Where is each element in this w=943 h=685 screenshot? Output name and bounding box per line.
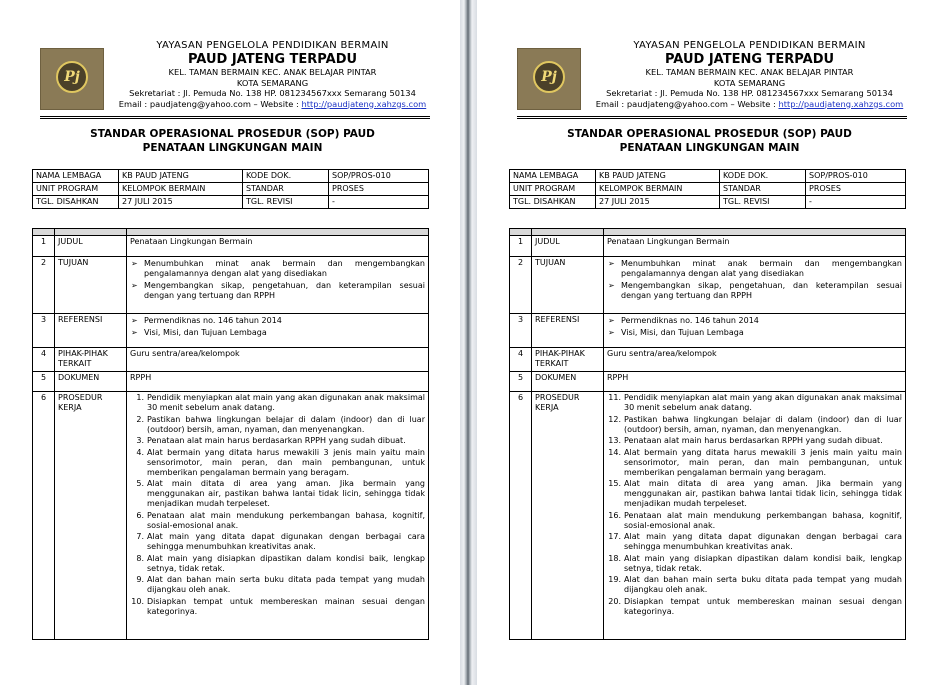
step-text: Alat bermain yang ditata harus mewakili 3 jenis main yaitu main sensorimotor, main peran, dan main pembangunan, untuk memberikan pengalaman bermain yang beragam. <box>624 447 902 477</box>
table-row <box>33 392 429 640</box>
procedure-list <box>607 393 902 617</box>
address: Sekretariat : Jl. Pemuda No. 138 HP. 081234567xxx Semarang 50134 <box>606 88 893 98</box>
row-number: 5 <box>33 372 55 392</box>
step-text: Alat bermain yang ditata harus mewakili 3 jenis main yaitu main sensorimotor, main peran, dan main pembangunan, untuk memberikan pengalaman bermain yang beragam. <box>147 447 425 477</box>
step-number: 9. <box>136 575 144 584</box>
contact-line <box>115 99 430 109</box>
step-text: Penataan alat main harus berdasarkan RPPH yang sudah dibuat. <box>624 436 883 445</box>
procedure-list <box>130 393 425 617</box>
row-number: 4 <box>510 348 532 372</box>
table-cell: KELOMPOK BERMAIN <box>119 183 243 196</box>
page-gutter <box>460 0 477 685</box>
document-title <box>512 128 907 155</box>
header-rule <box>40 116 430 117</box>
row-label: REFERENSI <box>532 314 604 348</box>
table-row <box>510 170 906 183</box>
table-row <box>510 392 906 640</box>
row-number: 6 <box>510 392 532 640</box>
row-value <box>604 392 906 640</box>
website-link[interactable]: http://paudjateng.xahzgs.com <box>301 98 427 109</box>
school-title: PAUD JATENG TERPADU <box>664 52 835 67</box>
row-label: DOKUMEN <box>532 372 604 392</box>
row-value: Penataan Lingkungan Bermain <box>127 236 429 257</box>
step-text: Alat dan bahan main serta buku ditata pada tempat yang mudah dijangkau oleh anak. <box>147 575 425 594</box>
list-item <box>130 436 425 446</box>
list-item <box>130 448 425 478</box>
list-item: ➢ Menumbuhkan minat anak bermain dan mengembangkan pengalamannya dengan alat yang disediakan <box>130 259 425 279</box>
table-row <box>33 372 429 392</box>
table-row <box>33 236 429 257</box>
step-text: Pendidik menyiapkan alat main yang akan digunakan anak maksimal 30 menit sebelum anak datang. <box>624 393 902 412</box>
step-text: Alat dan bahan main serta buku ditata pada tempat yang mudah dijangkau oleh anak. <box>624 575 902 594</box>
row-label: TUJUAN <box>532 257 604 314</box>
sop-table <box>509 228 906 640</box>
row-label: REFERENSI <box>55 314 127 348</box>
list-item: ➢ Mengembangkan sikap, pengetahuan, dan keterampilan sesuai dengan yang tertuang dan RPPH <box>607 281 902 301</box>
table-row <box>510 348 906 372</box>
list-item: ➢ Visi, Misi, dan Tujuan Lembaga <box>607 328 902 338</box>
row-label: PIHAK-PIHAK TERKAIT <box>55 348 127 372</box>
table-cell: 27 JULI 2015 <box>596 196 720 209</box>
step-text: Alat main yang disiapkan dipastikan dalam kondisi baik, lengkap setnya, tidak retak. <box>147 553 425 573</box>
subtitle: KEL. TAMAN BERMAIN KEC. ANAK BELAJAR PINTAR <box>645 67 854 77</box>
letterhead-text <box>115 40 430 109</box>
meta-table <box>509 169 906 209</box>
school-title: PAUD JATENG TERPADU <box>187 52 358 67</box>
list-item <box>607 436 902 446</box>
logo <box>517 48 581 110</box>
step-number: 10. <box>131 596 144 606</box>
title-line-1: STANDAR OPERASIONAL PROSEDUR (SOP) PAUD <box>90 128 375 140</box>
table-cell: SOP/PROS-010 <box>329 170 429 183</box>
step-number: 4. <box>136 447 144 457</box>
step-number: 13. <box>608 436 621 445</box>
row-label: JUDUL <box>55 236 127 257</box>
step-number: 1. <box>136 393 144 402</box>
title-line-2: PENATAAN LINGKUNGAN MAIN <box>142 141 323 154</box>
table-cell: TGL. DISAHKAN <box>510 196 596 209</box>
table-cell: UNIT PROGRAM <box>510 183 596 196</box>
header-rule-2 <box>40 118 430 119</box>
row-value: Penataan Lingkungan Bermain <box>604 236 906 257</box>
list-item <box>607 415 902 435</box>
list-item <box>607 575 902 595</box>
table-cell: PROSES <box>329 183 429 196</box>
document-title <box>35 128 430 155</box>
tujuan-list <box>607 259 902 301</box>
list-item <box>607 479 902 509</box>
list-item <box>130 554 425 574</box>
org-name: YAYASAN PENGELOLA PENDIDIKAN BERMAIN <box>633 40 866 51</box>
list-item <box>607 393 902 413</box>
table-row <box>510 183 906 196</box>
row-label: PIHAK-PIHAK TERKAIT <box>532 348 604 372</box>
logo-emblem: Pj <box>56 61 88 93</box>
org-name: YAYASAN PENGELOLA PENDIDIKAN BERMAIN <box>156 40 389 51</box>
email-text: Email : paudjateng@yahoo.com – Website : <box>595 98 779 109</box>
row-number: 2 <box>510 257 532 314</box>
table-cell: TGL. REVISI <box>720 196 806 209</box>
shaded-row <box>33 229 429 236</box>
referensi-list <box>607 316 902 338</box>
table-cell: KODE DOK. <box>243 170 329 183</box>
list-item <box>130 575 425 595</box>
step-number: 19. <box>608 575 621 584</box>
row-number: 1 <box>33 236 55 257</box>
table-cell: - <box>329 196 429 209</box>
sop-table <box>32 228 429 640</box>
header-rule-2 <box>517 118 907 119</box>
table-cell: TGL. REVISI <box>243 196 329 209</box>
row-value: Guru sentra/area/kelompok <box>604 348 906 372</box>
step-number: 3. <box>136 436 144 445</box>
referensi-list <box>130 316 425 338</box>
row-value <box>127 392 429 640</box>
row-value <box>127 257 429 314</box>
title-line-1: STANDAR OPERASIONAL PROSEDUR (SOP) PAUD <box>567 128 852 140</box>
subtitle: KEL. TAMAN BERMAIN KEC. ANAK BELAJAR PINTAR <box>168 67 377 77</box>
document-page-left <box>0 0 460 685</box>
step-number: 20. <box>608 596 621 606</box>
step-number: 12. <box>608 414 621 424</box>
step-text: Alat main ditata di area yang aman. Jika bermain yang menggunakan air, pastikan bahwa lantai tidak licin, sehingga tidak menjadikan mudah terpeleset. <box>624 479 902 508</box>
list-item <box>607 448 902 478</box>
row-label: PROSEDUR KERJA <box>55 392 127 640</box>
step-text: Penataan alat main harus berdasarkan RPPH yang sudah dibuat. <box>147 436 406 445</box>
table-row <box>510 236 906 257</box>
table-cell: KODE DOK. <box>720 170 806 183</box>
step-text: Disiapkan tempat untuk membereskan mainan sesuai dengan kategorinya. <box>624 596 902 616</box>
row-label: TUJUAN <box>55 257 127 314</box>
list-item: ➢ Permendiknas no. 146 tahun 2014 <box>130 316 425 326</box>
table-cell: PROSES <box>806 183 906 196</box>
letterhead-text <box>592 40 907 109</box>
document-page-right <box>477 0 937 685</box>
row-value: Guru sentra/area/kelompok <box>127 348 429 372</box>
table-cell: UNIT PROGRAM <box>33 183 119 196</box>
list-item <box>130 393 425 413</box>
table-row <box>510 196 906 209</box>
table-row <box>510 372 906 392</box>
list-item <box>607 597 902 617</box>
step-text: Alat main ditata di area yang aman. Jika bermain yang menggunakan air, pastikan bahwa lantai tidak licin, sehingga tidak menjadikan mudah terpeleset. <box>147 479 425 508</box>
list-item <box>607 532 902 552</box>
row-label: PROSEDUR KERJA <box>532 392 604 640</box>
website-link[interactable]: http://paudjateng.xahzgs.com <box>778 98 904 109</box>
row-number: 1 <box>510 236 532 257</box>
table-row <box>33 170 429 183</box>
table-cell: 27 JULI 2015 <box>119 196 243 209</box>
step-number: 16. <box>608 510 621 520</box>
meta-table <box>32 169 429 209</box>
table-cell: NAMA LEMBAGA <box>33 170 119 183</box>
row-number: 5 <box>510 372 532 392</box>
step-text: Pastikan bahwa lingkungan belajar di dalam (indoor) dan di luar (outdoor) bersih, aman, nyaman, dan menyenangkan. <box>147 414 425 434</box>
row-value <box>127 314 429 348</box>
row-value <box>604 257 906 314</box>
address: Sekretariat : Jl. Pemuda No. 138 HP. 081234567xxx Semarang 50134 <box>129 88 416 98</box>
table-row <box>33 196 429 209</box>
table-cell: KELOMPOK BERMAIN <box>596 183 720 196</box>
logo <box>40 48 104 110</box>
table-cell: KB PAUD JATENG <box>596 170 720 183</box>
table-cell: - <box>806 196 906 209</box>
step-number: 14. <box>608 447 621 457</box>
step-number: 18. <box>608 553 621 563</box>
row-number: 2 <box>33 257 55 314</box>
letterhead <box>0 40 460 120</box>
list-item: ➢ Permendiknas no. 146 tahun 2014 <box>607 316 902 326</box>
step-text: Alat main yang ditata dapat digunakan dengan berbagai cara sehingga menumbuhkan kreativitas anak. <box>147 532 425 551</box>
list-item <box>130 511 425 531</box>
header-rule <box>517 116 907 117</box>
contact-line <box>592 99 907 109</box>
row-number: 4 <box>33 348 55 372</box>
logo-emblem: Pj <box>533 61 565 93</box>
title-line-2: PENATAAN LINGKUNGAN MAIN <box>619 141 800 154</box>
tujuan-list <box>130 259 425 301</box>
table-cell: KB PAUD JATENG <box>119 170 243 183</box>
step-text: Pastikan bahwa lingkungan belajar di dalam (indoor) dan di luar (outdoor) bersih, aman, nyaman, dan menyenangkan. <box>624 414 902 434</box>
step-number: 5. <box>136 479 144 488</box>
table-cell: SOP/PROS-010 <box>806 170 906 183</box>
row-value: RPPH <box>604 372 906 392</box>
table-cell: TGL. DISAHKAN <box>33 196 119 209</box>
step-text: Penataan alat main mendukung perkembangan bahasa, kognitif, sosial-emosional anak. <box>624 510 902 530</box>
step-text: Disiapkan tempat untuk membereskan mainan sesuai dengan kategorinya. <box>147 596 425 616</box>
city: KOTA SEMARANG <box>236 77 309 88</box>
table-row <box>33 183 429 196</box>
list-item <box>130 479 425 509</box>
list-item <box>607 511 902 531</box>
table-row <box>33 348 429 372</box>
table-row <box>33 257 429 314</box>
table-row <box>510 257 906 314</box>
step-number: 7. <box>136 532 144 541</box>
email-text: Email : paudjateng@yahoo.com – Website : <box>118 98 302 109</box>
step-number: 15. <box>608 479 621 488</box>
row-value: RPPH <box>127 372 429 392</box>
step-number: 11. <box>608 393 621 402</box>
row-label: DOKUMEN <box>55 372 127 392</box>
list-item <box>130 415 425 435</box>
table-cell: STANDAR <box>720 183 806 196</box>
step-text: Pendidik menyiapkan alat main yang akan digunakan anak maksimal 30 menit sebelum anak datang. <box>147 393 425 412</box>
table-row <box>33 314 429 348</box>
step-number: 6. <box>136 510 144 520</box>
step-text: Penataan alat main mendukung perkembangan bahasa, kognitif, sosial-emosional anak. <box>147 510 425 530</box>
step-number: 8. <box>136 553 144 563</box>
step-text: Alat main yang ditata dapat digunakan dengan berbagai cara sehingga menumbuhkan kreativitas anak. <box>624 532 902 551</box>
row-value <box>604 314 906 348</box>
step-text: Alat main yang disiapkan dipastikan dalam kondisi baik, lengkap setnya, tidak retak. <box>624 553 902 573</box>
list-item <box>130 597 425 617</box>
step-number: 2. <box>136 414 144 424</box>
list-item <box>607 554 902 574</box>
city: KOTA SEMARANG <box>713 77 786 88</box>
row-number: 6 <box>33 392 55 640</box>
table-row <box>510 314 906 348</box>
table-cell: STANDAR <box>243 183 329 196</box>
shaded-row <box>510 229 906 236</box>
list-item <box>130 532 425 552</box>
row-label: JUDUL <box>532 236 604 257</box>
list-item: ➢ Menumbuhkan minat anak bermain dan mengembangkan pengalamannya dengan alat yang disediakan <box>607 259 902 279</box>
list-item: ➢ Mengembangkan sikap, pengetahuan, dan keterampilan sesuai dengan yang tertuang dan RPPH <box>130 281 425 301</box>
list-item: ➢ Visi, Misi, dan Tujuan Lembaga <box>130 328 425 338</box>
row-number: 3 <box>33 314 55 348</box>
table-cell: NAMA LEMBAGA <box>510 170 596 183</box>
step-number: 17. <box>608 532 621 541</box>
letterhead <box>477 40 937 120</box>
row-number: 3 <box>510 314 532 348</box>
